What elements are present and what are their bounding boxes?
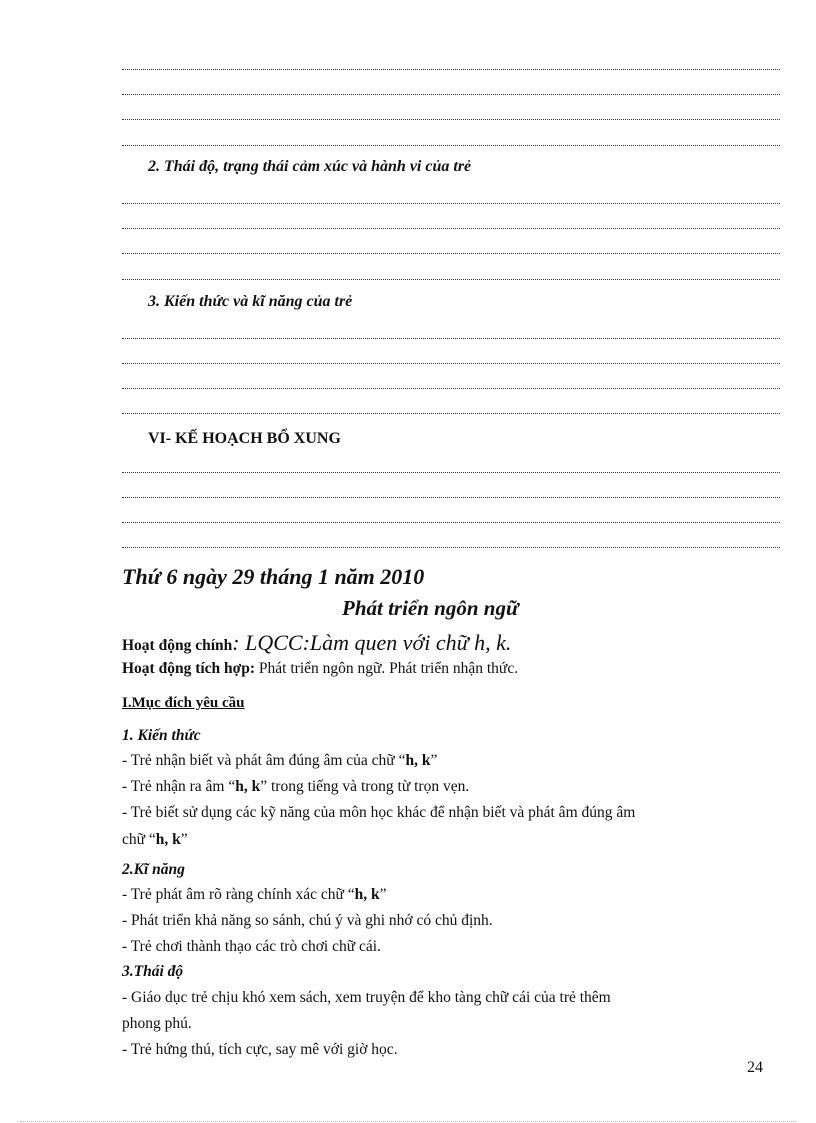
- knowledge-line: - Trẻ biết sử dụng các kỹ năng của môn học khác để nhận biết và phát âm đúng âm: [122, 804, 636, 821]
- blank-line: [122, 472, 780, 473]
- blank-line: [122, 363, 780, 364]
- page-bottom-border: [20, 1121, 796, 1122]
- attitude-heading: 3.Thái độ: [122, 963, 184, 980]
- blank-line: [122, 413, 780, 414]
- knowledge-line: - Trẻ nhận biết và phát âm đúng âm của chữ “h, k”: [122, 752, 438, 769]
- skills-line: - Trẻ chơi thành thạo các trò chơi chữ cái.: [122, 938, 381, 955]
- blank-line: [122, 547, 780, 548]
- integrated-activity: [122, 660, 518, 678]
- blank-line: [122, 119, 780, 120]
- knowledge-line: - Trẻ nhận ra âm “h, k” trong tiếng và trong từ trọn vẹn.: [122, 778, 470, 795]
- main-activity: [122, 630, 511, 656]
- page-number: 24: [747, 1059, 763, 1076]
- blank-line: [122, 522, 780, 523]
- objectives-heading: [122, 694, 245, 712]
- blank-line: [122, 388, 780, 389]
- lesson-subject: Phát triển ngôn ngữ: [342, 596, 519, 620]
- blank-line: [122, 338, 780, 339]
- main-activity-label: Hoạt động chính: [122, 637, 233, 654]
- supplement-plan-heading: VI- KẾ HOẠCH BỔ XUNG: [148, 430, 341, 447]
- integrated-activity-value: Phát triển ngôn ngữ. Phát triển nhận thức.: [255, 660, 519, 677]
- main-activity-value: : LQCC:Làm quen với chữ h, k.: [232, 630, 512, 655]
- blank-line: [122, 253, 780, 254]
- knowledge-heading: 1. Kiến thức: [122, 727, 201, 744]
- attitude-evaluation-heading: 2. Thái độ, trạng thái cảm xúc và hành vi của trẻ: [148, 158, 472, 175]
- blank-line: [122, 203, 780, 204]
- skills-line: - Trẻ phát âm rõ ràng chính xác chữ “h, k”: [122, 886, 387, 903]
- blank-line: [122, 228, 780, 229]
- blank-line: [122, 69, 780, 70]
- blank-line: [122, 94, 780, 95]
- blank-line: [122, 279, 780, 280]
- skills-heading: 2.Kĩ năng: [122, 861, 185, 878]
- attitude-line: - Trẻ hứng thú, tích cực, say mê với giờ học.: [122, 1041, 398, 1058]
- knowledge-line: chữ “h, k”: [122, 831, 188, 848]
- attitude-line: phong phú.: [122, 1015, 192, 1032]
- attitude-line: - Giáo dục trẻ chịu khó xem sách, xem truyện để kho tàng chữ cái của trẻ thêm: [122, 989, 611, 1006]
- skills-line: - Phát triển khả năng so sánh, chú ý và ghi nhớ có chủ định.: [122, 912, 493, 929]
- knowledge-evaluation-heading: 3. Kiến thức và kĩ năng của trẻ: [148, 293, 353, 310]
- blank-line: [122, 145, 780, 146]
- integrated-activity-label: Hoạt động tích hợp:: [122, 660, 256, 677]
- objectives-heading-text: I.Mục đích yêu cầu: [122, 695, 245, 711]
- lesson-date-title: Thứ 6 ngày 29 tháng 1 năm 2010: [122, 564, 425, 589]
- blank-line: [122, 497, 780, 498]
